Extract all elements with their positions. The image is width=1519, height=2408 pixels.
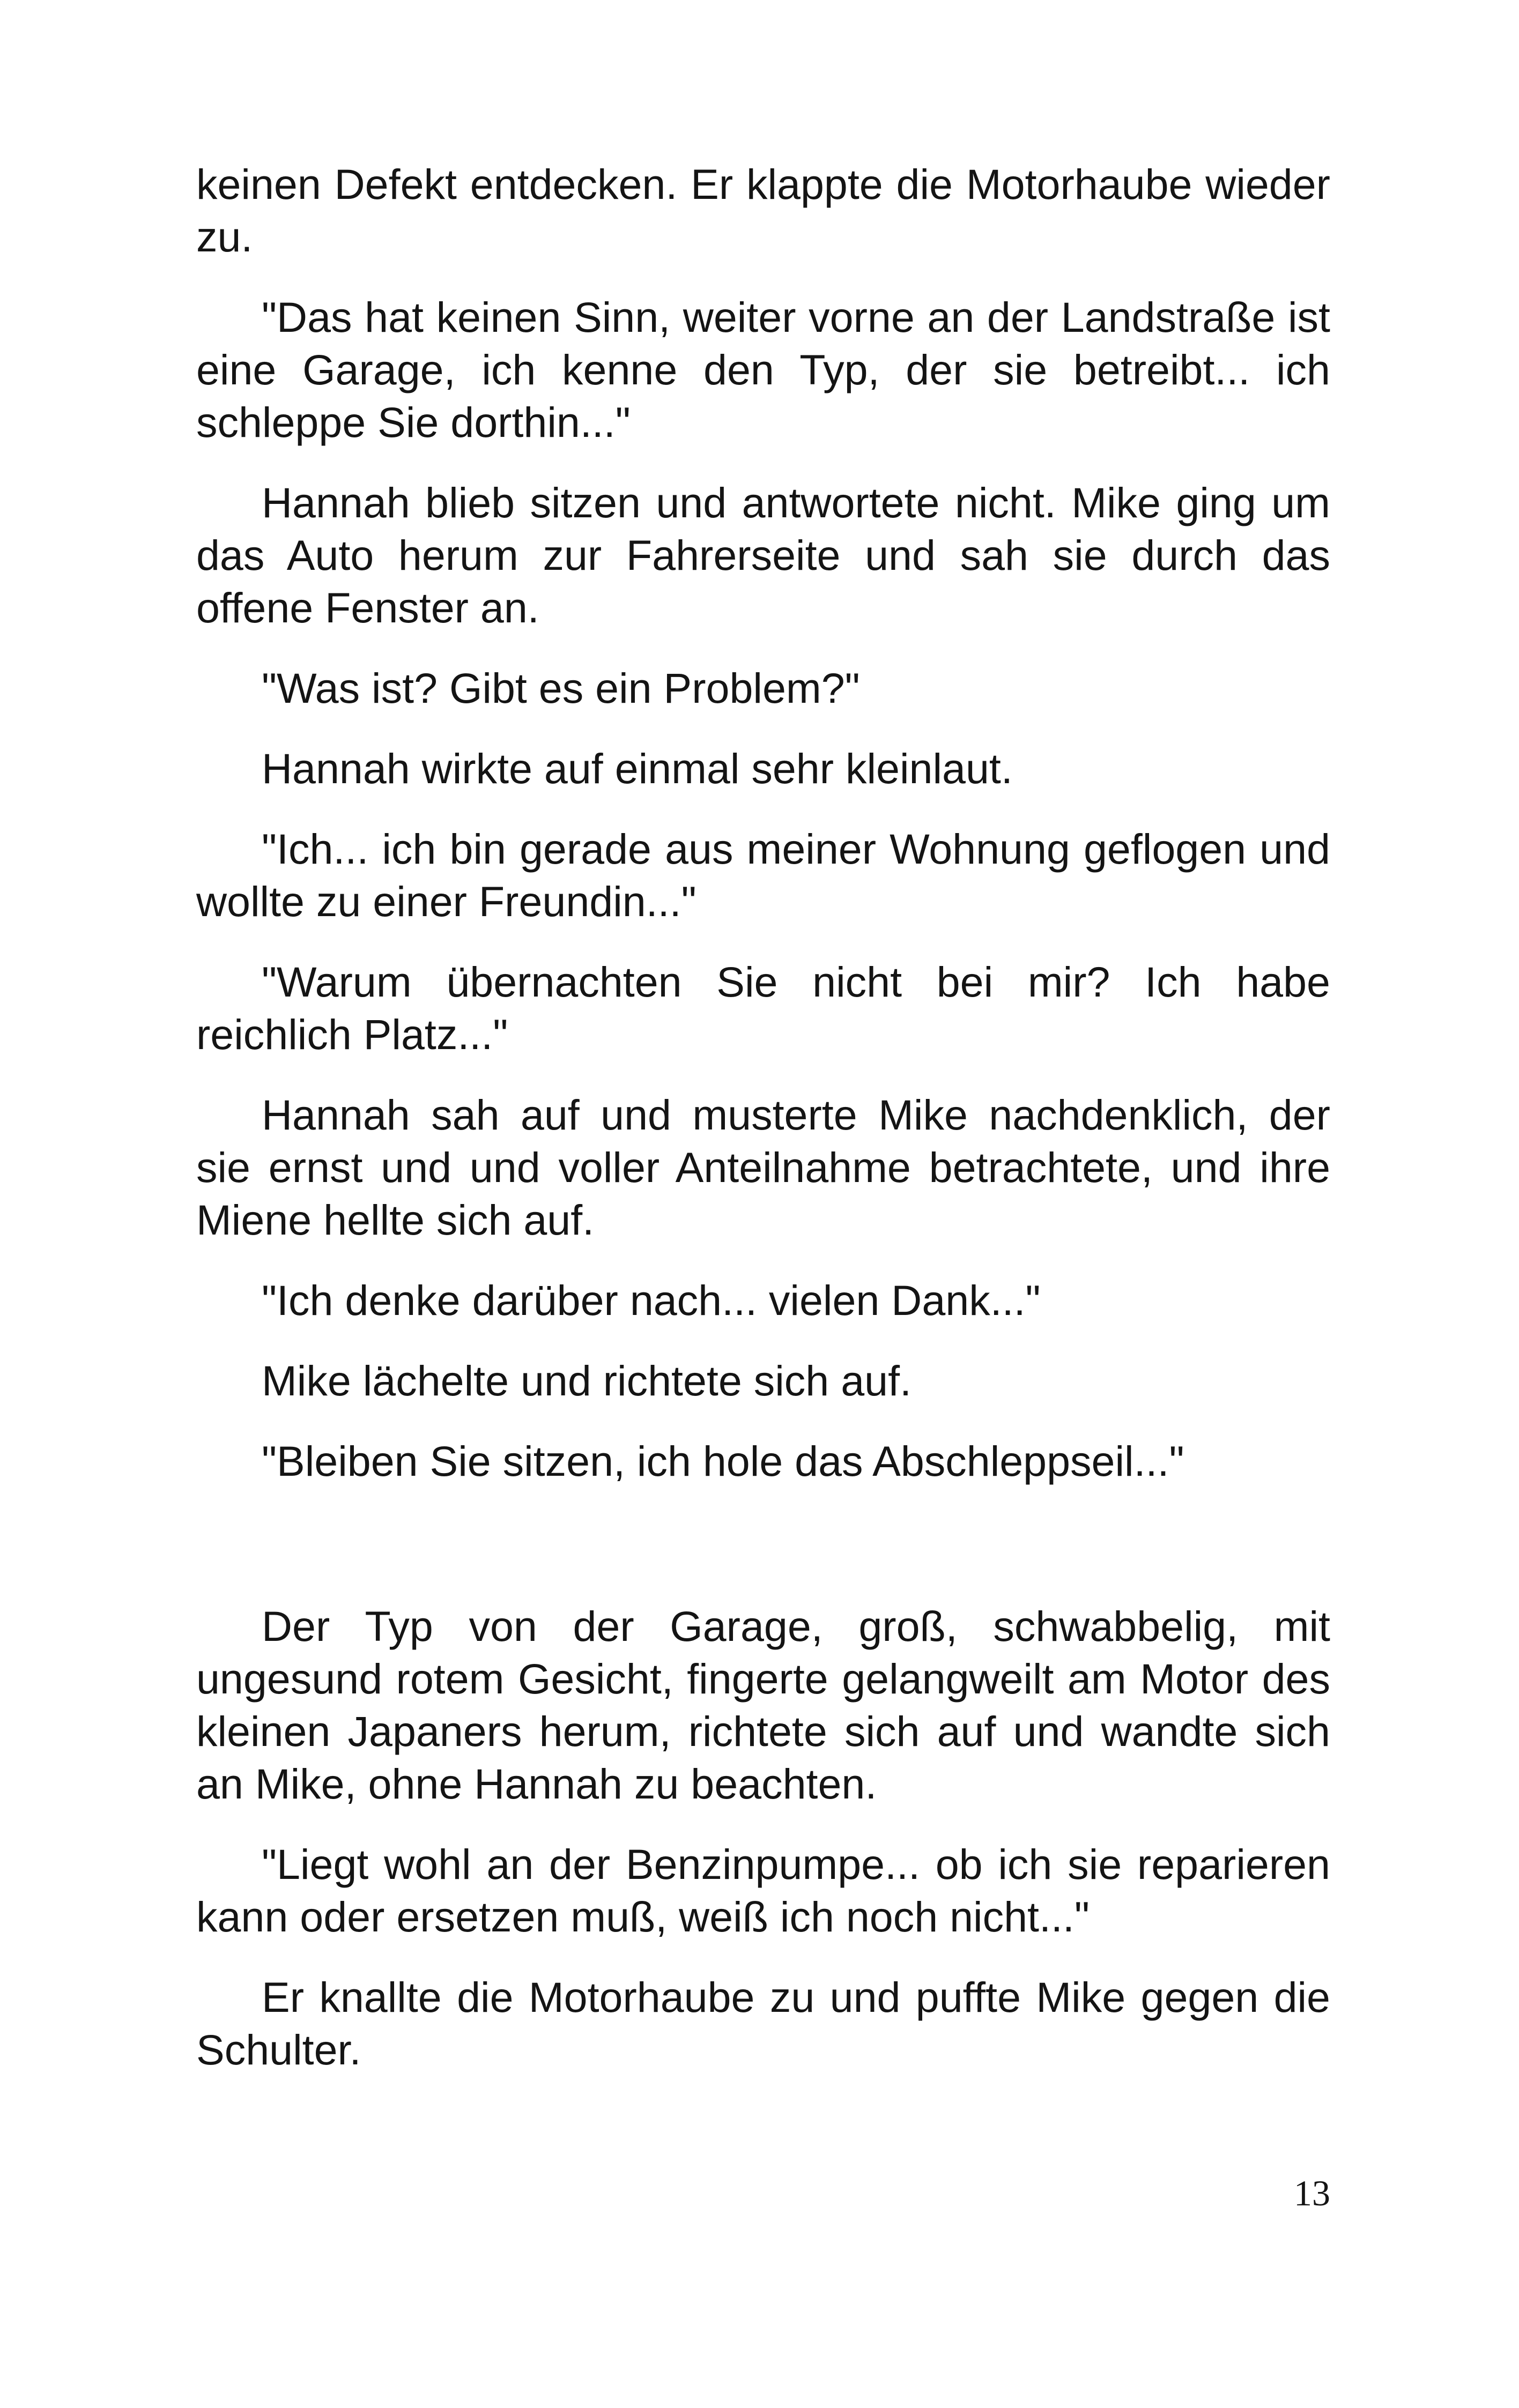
paragraph: Hannah sah auf und musterte Mike nachdenklich, der sie ernst und und voller Anteilnahme betrachtete, und ihre Miene hellte sich auf. — [196, 1091, 1330, 1244]
page-number: 13 — [1294, 2173, 1330, 2213]
paragraph: "Ich... ich bin gerade aus meiner Wohnung geflogen und wollte zu einer Freundin..." — [196, 825, 1330, 925]
paragraph: "Ich denke darüber nach... vielen Dank..." — [262, 1276, 1041, 1324]
paragraph: Hannah blieb sitzen und antwortete nicht. Mike ging um das Auto herum zur Fahrerseite und sah sie durch das offene Fenster an. — [196, 479, 1330, 631]
paragraph: Mike lächelte und richtete sich auf. — [262, 1357, 912, 1404]
paragraph: "Liegt wohl an der Benzinpumpe... ob ich sie reparieren kann oder ersetzen muß, weiß ich noch nicht..." — [196, 1840, 1330, 1941]
paragraph: keinen Defekt entdecken. Er klappte die Motorhaube wieder zu. — [196, 160, 1330, 261]
paragraph: Der Typ von der Garage, groß, schwabbelig, mit ungesund rotem Gesicht, fingerte gelangweilt am Motor des kleinen Japaners herum, richtete sich auf und wandte sich an Mike, ohne Hannah zu beachten. — [196, 1602, 1330, 1808]
paragraph: "Das hat keinen Sinn, weiter vorne an der Landstraße ist eine Garage, ich kenne den Typ, der sie betreibt... ich schleppe Sie dorthin..." — [196, 293, 1330, 446]
paragraph: "Was ist? Gibt es ein Problem?" — [262, 664, 860, 712]
paragraph: Er knallte die Motorhaube zu und puffte Mike gegen die Schulter. — [196, 1973, 1330, 2073]
paragraph: "Warum übernachten Sie nicht bei mir? Ich habe reichlich Platz..." — [196, 958, 1330, 1058]
paragraph: "Bleiben Sie sitzen, ich hole das Abschleppseil..." — [262, 1437, 1184, 1485]
paragraph: Hannah wirkte auf einmal sehr kleinlaut. — [262, 745, 1013, 792]
body-text — [196, 158, 1330, 2104]
